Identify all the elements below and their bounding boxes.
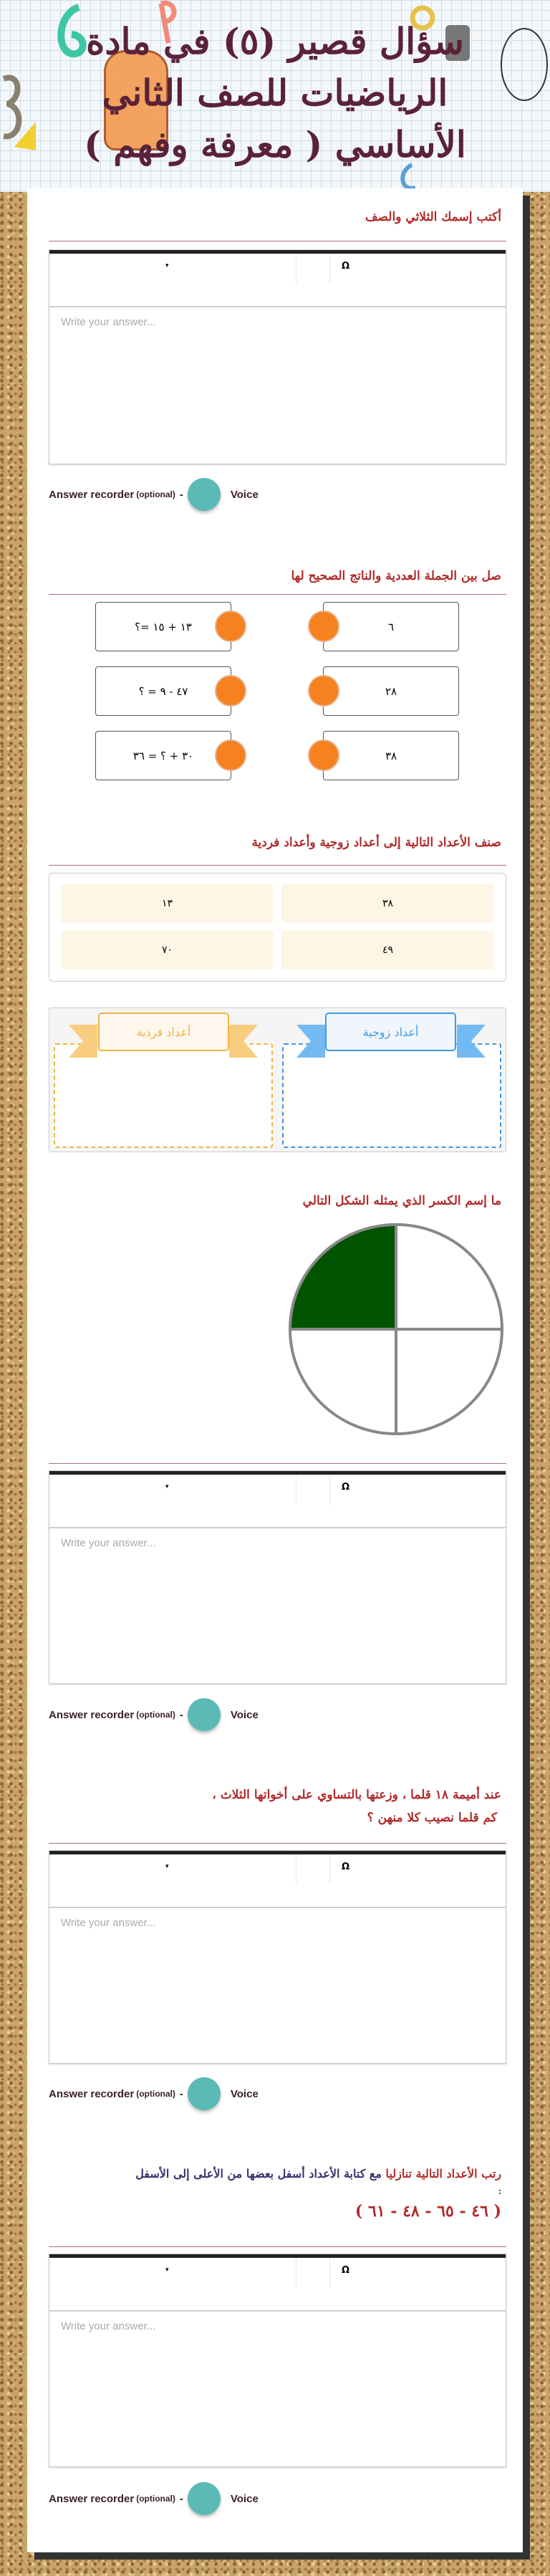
match-connector-dot[interactable]	[215, 675, 246, 707]
recorder-label: Answer recorder	[49, 2492, 135, 2505]
record-voice-button[interactable]	[188, 2482, 221, 2515]
toolbar-separator	[329, 254, 330, 284]
match-left-item[interactable]: ٤٧ - ٩ = ؟	[95, 666, 231, 716]
answer-editor	[49, 2254, 506, 2467]
draggable-number[interactable]: ٤٩	[281, 931, 494, 969]
answer-recorder	[49, 1698, 259, 1731]
three-doodle-icon	[4, 77, 19, 136]
match-left-item[interactable]: ٣٠ + ؟ = ٣٦	[95, 731, 231, 780]
toolbar-separator	[329, 2258, 330, 2288]
answer-recorder	[49, 2077, 259, 2110]
match-connector-dot[interactable]	[308, 675, 339, 707]
match-left-item[interactable]: ١٣ + ١٥ =؟	[95, 602, 231, 651]
recorder-dash: -	[179, 2492, 183, 2505]
question-5-line-2: كم قلما نصيب كلا منهن ؟	[367, 1811, 497, 1825]
question-6-instruction: مع كتابة الأعداد أسفل بعضها من الأعلى إلى الأسفل	[135, 2167, 386, 2180]
odd-numbers-dropzone[interactable]	[54, 1043, 273, 1148]
geometry-circle-icon	[501, 29, 547, 100]
match-connector-dot[interactable]	[215, 611, 246, 642]
format-dropdown-icon[interactable]: ▾	[165, 1863, 169, 1870]
answer-editor	[49, 1850, 506, 2064]
recorder-optional: (optional)	[136, 2089, 175, 2099]
question-4-title: ما إسم الكسر الذي يمثله الشكل التالي	[302, 1194, 501, 1208]
recorder-label: Answer recorder	[49, 2087, 135, 2100]
recorder-label: Answer recorder	[49, 488, 135, 501]
question-5-title	[212, 1783, 501, 1829]
format-dropdown-icon[interactable]: ▾	[165, 262, 169, 269]
question-3-title: صنف الأعداد التالية إلى أعداد زوجية وأعداد فردية	[251, 835, 501, 850]
answer-input[interactable]	[49, 307, 506, 464]
toolbar-separator	[329, 1854, 330, 1885]
match-connector-dot[interactable]	[308, 739, 339, 771]
voice-label: Voice	[230, 2492, 259, 2505]
even-numbers-dropzone[interactable]	[282, 1043, 501, 1148]
format-dropdown-icon[interactable]: ▾	[165, 2266, 169, 2274]
divider	[49, 1843, 506, 1844]
answer-recorder	[49, 2482, 259, 2515]
editor-toolbar	[49, 1471, 506, 1528]
question-2-title: صل بين الجملة العددية والناتج الصحيح لها	[291, 569, 501, 583]
draggable-number[interactable]: ٧٠	[61, 931, 274, 969]
match-right-item[interactable]: ٢٨	[323, 666, 459, 716]
question-6-title	[49, 2163, 501, 2226]
shaded-quarter	[290, 1225, 396, 1329]
question-5-line-1: عند أميمة ١٨ قلما ، وزعتها بالتساوي على أخواتها الثلاث ،	[212, 1788, 501, 1802]
voice-label: Voice	[230, 488, 259, 501]
draggable-number[interactable]: ٣٨	[281, 884, 494, 923]
recorder-optional: (optional)	[136, 489, 175, 499]
toolbar-separator	[329, 1475, 330, 1505]
question-6-colon: :	[498, 2186, 501, 2196]
odd-category-label: أعداد فردية	[98, 1012, 229, 1051]
answer-input[interactable]	[49, 1528, 506, 1683]
fraction-circle-figure	[288, 1222, 504, 1437]
recorder-dash: -	[179, 488, 183, 501]
special-character-icon[interactable]: Ω	[342, 261, 350, 272]
question-1-title: أكتب إسمك الثلاثي والصف	[365, 210, 501, 224]
answer-input[interactable]	[49, 2312, 506, 2466]
special-character-icon[interactable]: Ω	[342, 2265, 350, 2276]
draggable-number[interactable]: ١٣	[61, 884, 274, 923]
special-character-icon[interactable]: Ω	[342, 1482, 350, 1493]
editor-toolbar	[49, 1851, 506, 1908]
record-voice-button[interactable]	[188, 1698, 221, 1731]
match-connector-dot[interactable]	[215, 739, 246, 771]
format-dropdown-icon[interactable]: ▾	[165, 1483, 169, 1490]
question-6-numbers: ( ٤٦ - ٦٥ - ٤٨ - ٦١ )	[354, 2202, 501, 2221]
recorder-dash: -	[179, 1708, 183, 1721]
editor-toolbar	[49, 2254, 506, 2312]
divider	[49, 1463, 506, 1464]
recorder-optional: (optional)	[136, 2494, 175, 2504]
divider	[49, 865, 506, 866]
recorder-dash: -	[179, 2087, 183, 2100]
even-category-label: أعداد زوجية	[325, 1012, 456, 1051]
recorder-label: Answer recorder	[49, 1708, 135, 1721]
match-right-item[interactable]: ٦	[323, 602, 459, 651]
question-6-emphasis: رتب الأعداد التالية تنازليا	[385, 2167, 501, 2180]
page-title: سؤال قصير (٥) في مادة الرياضيات للصف الثاني الأساسي ( معرفة وفهم )	[84, 20, 466, 166]
recorder-optional: (optional)	[136, 1710, 175, 1720]
answer-input[interactable]	[49, 1908, 506, 2063]
voice-label: Voice	[230, 2087, 259, 2100]
voice-label: Voice	[230, 1708, 259, 1721]
editor-toolbar	[49, 250, 506, 307]
answer-editor	[49, 1470, 506, 1684]
divider	[49, 2246, 506, 2247]
record-voice-button[interactable]	[188, 2077, 221, 2110]
special-character-icon[interactable]: Ω	[342, 1862, 350, 1872]
match-connector-dot[interactable]	[308, 611, 339, 642]
record-voice-button[interactable]	[188, 478, 221, 511]
divider	[49, 594, 506, 595]
header-banner	[0, 0, 550, 192]
answer-recorder	[49, 478, 259, 511]
match-right-item[interactable]: ٣٨	[323, 731, 459, 780]
answer-editor	[49, 249, 506, 464]
